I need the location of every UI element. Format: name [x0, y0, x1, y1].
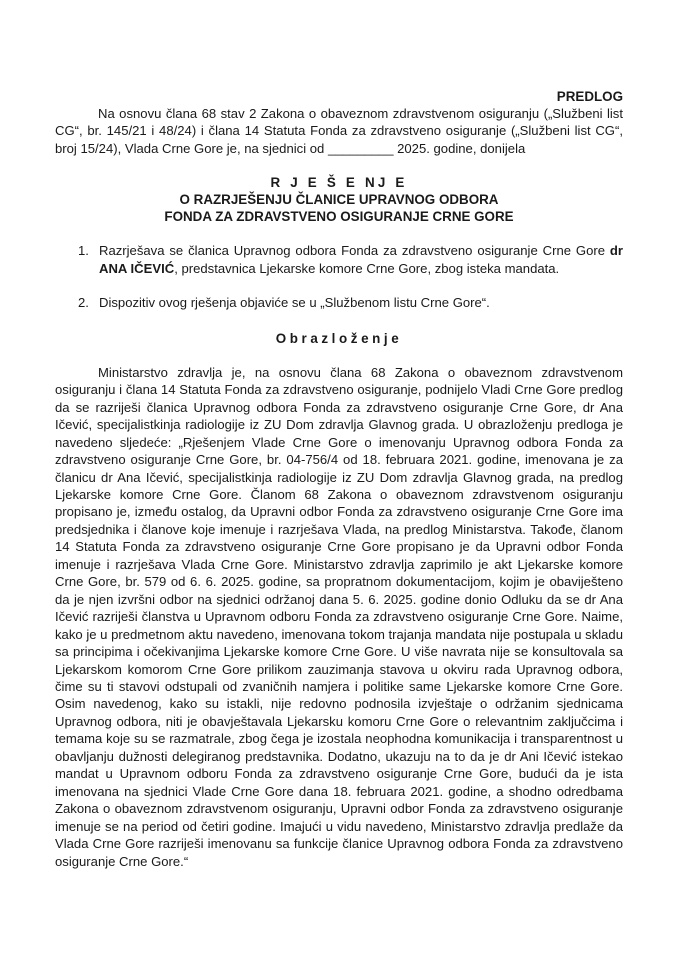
- decision-item-1: [55, 242, 623, 277]
- decision-heading: [55, 174, 623, 225]
- decision-items: [55, 242, 623, 311]
- decision-title: R J E Š E NJ E: [270, 175, 408, 191]
- decision-subtitle-line1: O RAZRJEŠENJU ČLANICE UPRAVNOG ODBORA: [179, 192, 499, 208]
- intro-paragraph: Na osnovu člana 68 stav 2 Zakona o obaveznom zdravstvenom osiguranju („Službeni list CG“, br. 145/21 i 48/24) i člana 14 Statuta Fonda za zdravstveno osiguranje („Službeni list CG“, broj 15/24), Vlada Crne Gore je, na sjednici od _________ 2025. godine, donijela: [55, 106, 623, 156]
- item-name-bold: dr ANA IČEVIĆ: [99, 243, 623, 276]
- explanation-heading: Obrazloženje: [275, 331, 403, 347]
- document-page: [55, 88, 623, 870]
- item-number: 2.: [78, 295, 89, 311]
- item-text-before: Razrješava se članica Upravnog odbora Fonda za zdravstveno osiguranje Crne Gore: [99, 243, 610, 259]
- explanation-paragraph: Ministarstvo zdravlja je, na osnovu člana 68 Zakona o obaveznom zdravstvenom osiguranju i člana 14 Statuta Fonda za zdravstveno osiguranje, podnijelo Vladi Crne Gore predlog da se razriješi članica Upravnog odbora Fonda za zdravstveno osiguranje Crne Gore, dr Ana Ičević, specijalistkinja radiologije iz ZU Dom zdravlja Glavnog grada. U obrazloženju predloga je navedeno sljedeće: „Rješenjem Vlade Crne Gore o imenovanju Upravnog odbora Fonda za zdravstveno osiguranje Crne Gore, br. 04-756/4 od 18. februara 2021. godine, imenovana je za članicu dr Ana Ičević, specijalistkinja radiologije iz ZU Dom zdravlja Glavnog grada, na predlog Ljekarske komore Crne Gore. Članom 68 Zakona o obaveznom zdravstvenom osiguranju propisano je, između ostalog, da Upravni odbor Fonda za zdravstveno osiguranje Crne Gore ima predsjednika i članove koje imenuje i razrješava Vlada, na predlog Ministarstva. Takođe, članom 14 Statuta Fonda za zdravstveno osiguranje Crne Gore propisano je da Upravni odbor Fonda imenuje i razrješava Vlada Crne Gore. Ministarstvo zdravlja zaprimilo je akt Ljekarske komore Crne Gore, br. 579 od 6. 6. 2025. godine, sa propratnom dokumentacijom, kojim je obaviješteno da je njen izvršni odbor na sjednici održanoj dana 5. 6. 2025. godine donio Odluku da se dr Ana Ičević razriješi članstva u Upravnom odboru Fonda za zdravstveno osiguranje Crne Gore. Naime, kako je u predmetnom aktu navedeno, imenovana tokom trajanja mandata nije postupala u skladu sa principima i očekivanjima Ljekarske komore Crne Gore. U više navrata nije se konsultovala sa Ljekarskom komorom Crne Gore prilikom zauzimanja stavova u okviru rada Upravnog odbora, čime su ti stavovi odstupali od zvaničnih namjera i politike same Ljekarske komore Crne Gore. Osim navedenog, kako su istakli, nije redovno podnosila izvještaje o održanim sjednicama Upravnog odbora, niti je obavještavala Ljekarsku komoru Crne Gore o relevantnim zaključcima i temama koje su se razmatrale, zbog čega je izostala neophodna komunikacija i transparentnost u obavljanju dužnosti delegiranog predstavnika. Dodatno, ukazuju na to da je dr Ani Ičević istekao mandat u Upravnom odboru Fonda za zdravstveno osiguranje Crne Gore, budući da je ista imenovana na sjednici Vlade Crne Gore dana 18. februara 2021. godine, a shodno odredbama Zakona o obaveznom zdravstvenom osiguranju, Upravni odbor Fonda za zdravstveno osiguranje imenuje se na period od četiri godine. Imajući u vidu navedeno, Ministarstvo zdravlja predlaže da Vlada Crne Gore razriješi imenovanu sa funkcije članice Upravnog odbora Fonda za zdravstveno osiguranje Crne Gore.“: [55, 364, 623, 869]
- document-label: PREDLOG: [556, 89, 623, 104]
- decision-item-2: [55, 294, 623, 311]
- item-number: 1.: [78, 243, 89, 259]
- decision-subtitle-line2: FONDA ZA ZDRAVSTVENO OSIGURANJE CRNE GORE: [164, 209, 514, 225]
- item-text-after: , predstavnica Ljekarske komore Crne Gore, zbog isteka mandata.: [174, 260, 560, 276]
- item-text: Dispozitiv ovog rješenja objaviće se u „Službenom listu Crne Gore“.: [99, 295, 490, 311]
